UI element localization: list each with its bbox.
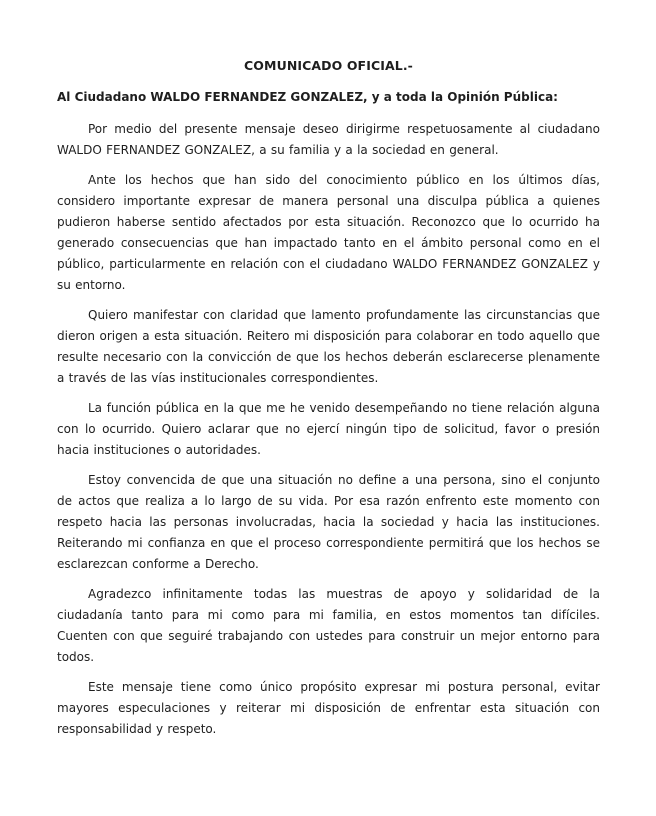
paragraph: La función pública en la que me he venido desempeñando no tiene relación alguna con lo ocurrido. Quiero aclarar que no ejercí ningún tipo de solicitud, favor o presión hacia instituciones o autoridades. bbox=[57, 401, 600, 457]
paragraph: Quiero manifestar con claridad que lamento profundamente las circunstancias que dieron origen a esta situación. Reitero mi disposición para colaborar en todo aquello que resulte necesario con la convicción de que los hechos deberán esclarecerse plenamente a través de las vías institucionales correspondientes. bbox=[57, 308, 600, 385]
document-title: COMUNICADO OFICIAL.- bbox=[244, 58, 413, 73]
document-body bbox=[57, 119, 600, 740]
paragraph: Por medio del presente mensaje deseo dirigirme respetuosamente al ciudadano WALDO FERNANDEZ GONZALEZ, a su familia y a la sociedad en general. bbox=[57, 122, 600, 157]
paragraph: Agradezco infinitamente todas las muestras de apoyo y solidaridad de la ciudadanía tanto para mi como para mi familia, en estos momentos tan difíciles. Cuenten con que seguiré trabajando con ustedes para construir un mejor entorno para todos. bbox=[57, 587, 600, 664]
paragraph: Este mensaje tiene como único propósito expresar mi postura personal, evitar mayores especulaciones y reiterar mi disposición de enfrentar esta situación con responsabilidad y respeto. bbox=[57, 680, 600, 736]
paragraph: Ante los hechos que han sido del conocimiento público en los últimos días, considero importante expresar de manera personal una disculpa pública a quienes pudieron haberse sentido afectados por esta situación. Reconozco que lo ocurrido ha generado consecuencias que han impactado tanto en el ámbito personal como en el público, particularmente en relación con el ciudadano WALDO FERNANDEZ GONZALEZ y su entorno. bbox=[57, 173, 600, 292]
paragraph: Estoy convencida de que una situación no define a una persona, sino el conjunto de actos que realiza a lo largo de su vida. Por esa razón enfrento este momento con respeto hacia las personas involucradas, hacia la sociedad y hacia las instituciones. Reiterando mi confianza en que el proceso correspondiente permitirá que los hechos se esclarezcan conforme a Derecho. bbox=[57, 473, 600, 571]
salutation-line: Al Ciudadano WALDO FERNANDEZ GONZALEZ, y a toda la Opinión Pública: bbox=[57, 90, 558, 104]
